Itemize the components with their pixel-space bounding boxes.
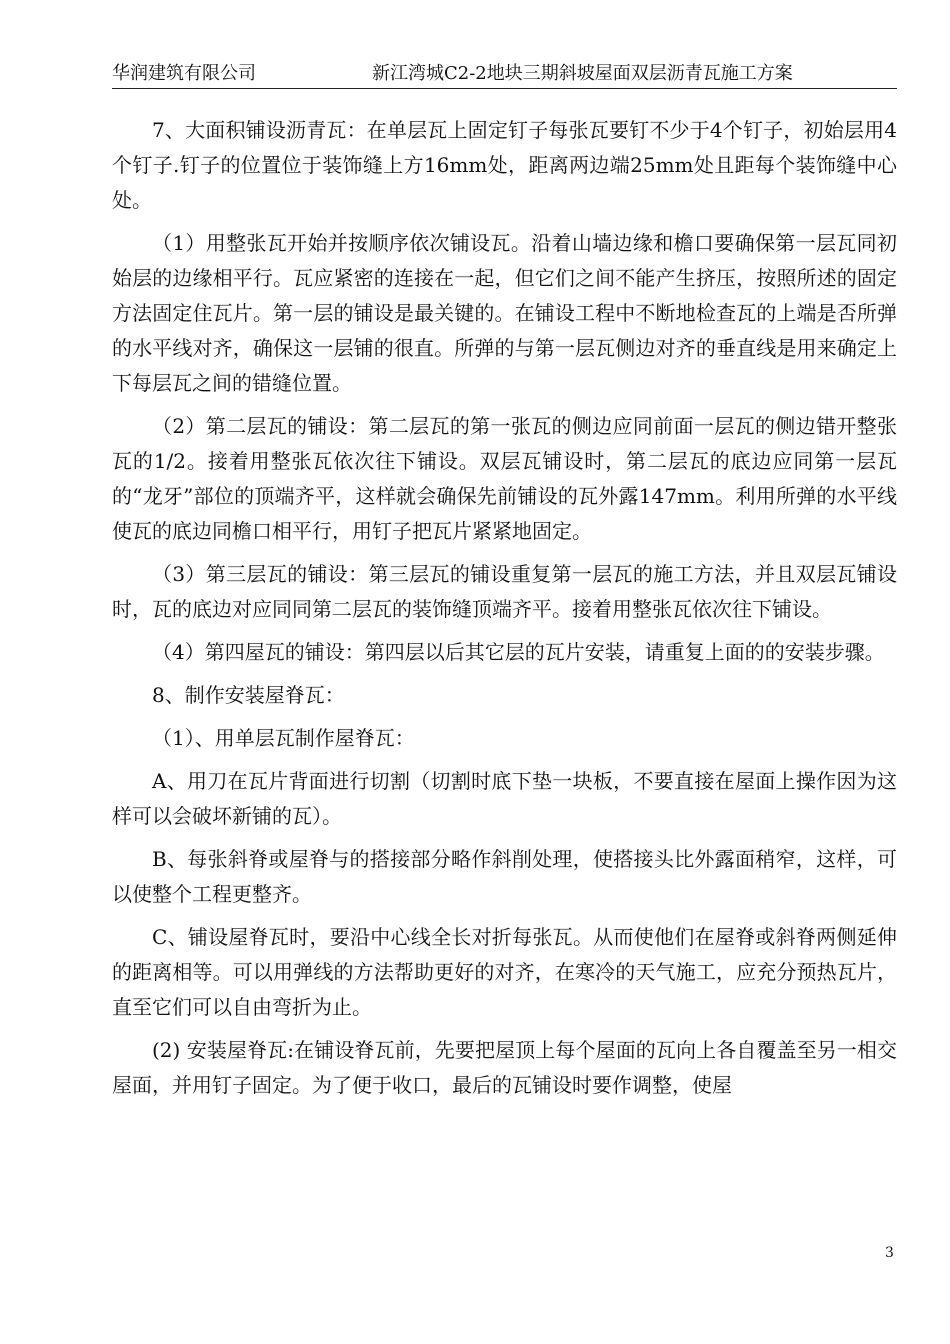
page-number: 3 xyxy=(885,1245,894,1261)
paragraph-large-area-laying: 7、大面积铺设沥青瓦：在单层瓦上固定钉子每张瓦要钉不少于4个钉子，初始层用4个钉子.钉子的位置位于装饰缝上方16mm处，距离两边端25mm处且距每个装饰缝中心处。 xyxy=(112,118,897,212)
paragraph-install-ridge: (2) 安装屋脊瓦:在铺设脊瓦前，先要把屋顶上每个屋面的瓦向上各自覆盖至另一相交屋面，并用钉子固定。为了便于收口，最后的瓦铺设时要作调整，使屋 xyxy=(112,1038,897,1097)
paragraph-item-a: A、用刀在瓦片背面进行切割（切割时底下垫一块板，不要直接在屋面上操作因为这样可以会破坏新铺的瓦）。 xyxy=(112,769,897,828)
document-title: 新江湾城C2-2地块三期斜坡屋面双层沥青瓦施工方案 xyxy=(372,63,793,84)
section-heading-ridge: 8、制作安装屋脊瓦： xyxy=(152,683,345,707)
paragraph-item-c: C、铺设屋脊瓦时，要沿中心线全长对折每张瓦。从而使他们在屋脊或斜脊两侧延伸的距离相等。可以用弹线的方法帮助更好的对齐，在寒冷的天气施工，应充分预热瓦片，直至它们可以自由弯折为止。 xyxy=(112,925,897,1019)
subheading-single-layer: （1）、用单层瓦制作屋脊瓦： xyxy=(152,726,415,750)
paragraph-step-2: （2）第二层瓦的铺设：第二层瓦的第一张瓦的侧边应同前面一层瓦的侧边错开整张瓦的1/2。接着用整张瓦依次往下铺设。双层瓦铺设时，第二层瓦的底边应同第一层瓦的“龙牙”部位的顶端齐平，这样就会确保先前铺设的瓦外露147mm。利用所弹的水平线使瓦的底边同檐口相平行，用钉子把瓦片紧紧地固定。 xyxy=(112,414,897,543)
document-body xyxy=(112,113,897,1111)
paragraph-step-1: （1）用整张瓦开始并按顺序依次铺设瓦。沿着山墙边缘和檐口要确保第一层瓦同初始层的边缘相平行。瓦应紧密的连接在一起，但它们之间不能产生挤压，按照所述的固定方法固定住瓦片。第一层的铺设是最关键的。在铺设工程中不断地检查瓦的上端是否所弹的水平线对齐，确保这一层铺的很直。所弹的与第一层瓦侧边对齐的垂直线是用来确定上下每层瓦之间的错缝位置。 xyxy=(112,231,897,395)
page-header xyxy=(112,58,897,89)
paragraph-step-3: （3）第三层瓦的铺设：第三层瓦的铺设重复第一层瓦的施工方法，并且双层瓦铺设时，瓦的底边对应同同第二层瓦的装饰缝顶端齐平。接着用整张瓦依次往下铺设。 xyxy=(112,562,897,621)
company-name: 华润建筑有限公司 xyxy=(112,63,256,84)
paragraph-item-b: B、每张斜脊或屋脊与的搭接部分略作斜削处理，使搭接头比外露面稍窄，这样，可以使整个工程更整齐。 xyxy=(112,847,897,906)
paragraph-step-4: （4）第四屋瓦的铺设：第四层以后其它层的瓦片安装，请重复上面的的安装步骤。 xyxy=(152,640,885,664)
